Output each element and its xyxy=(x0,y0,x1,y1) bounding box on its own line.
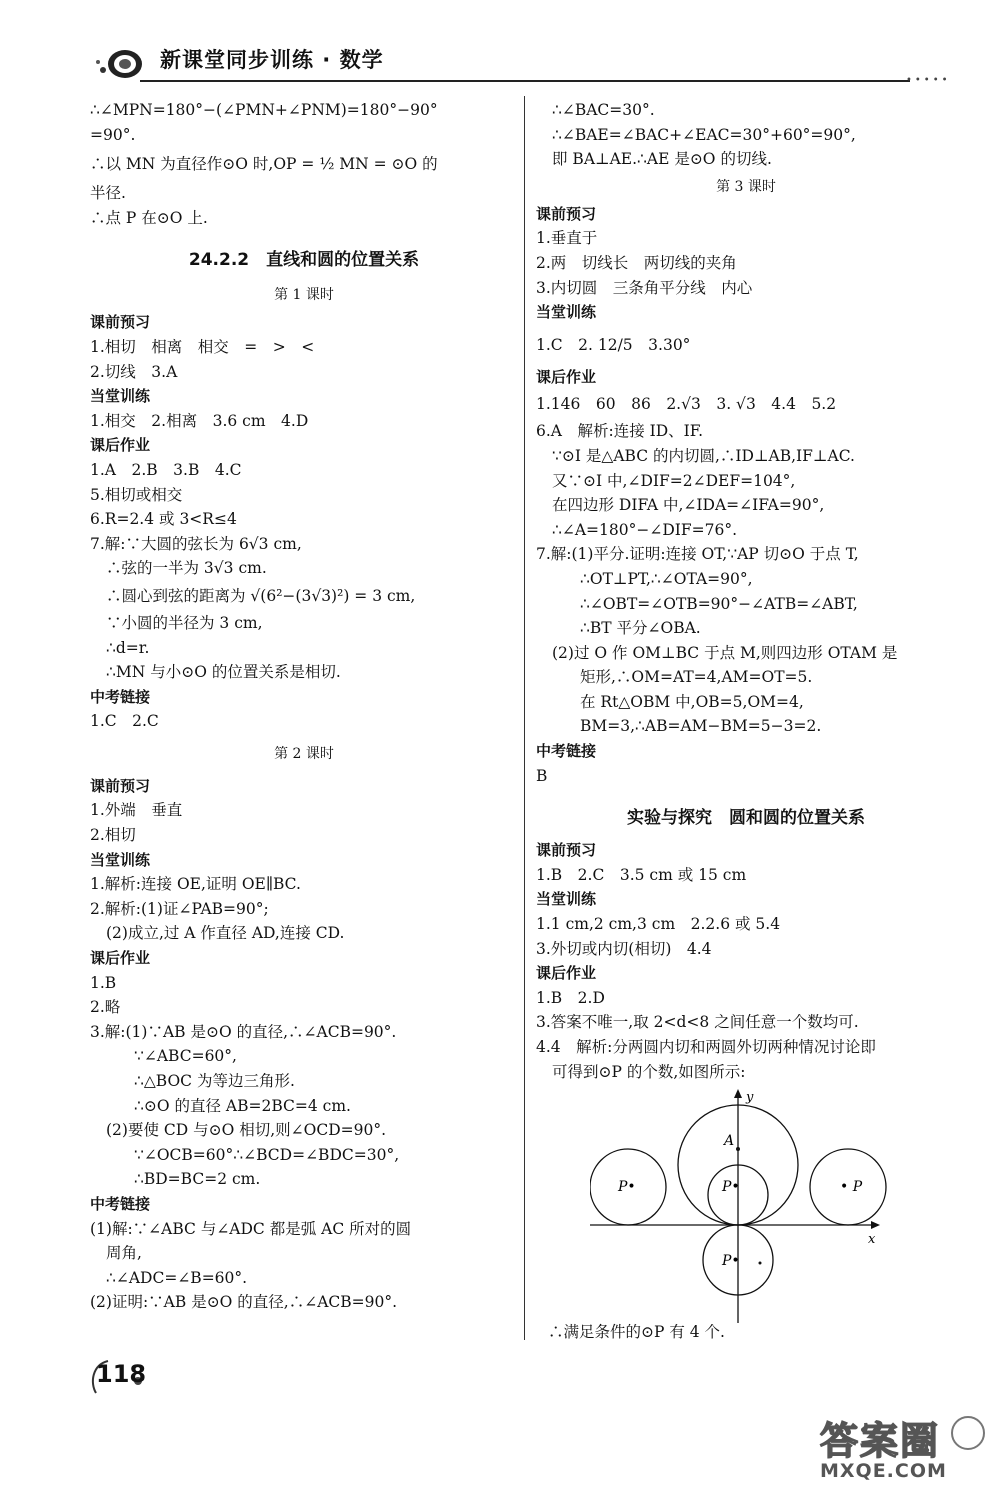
lesson-title: 第 1 课时 xyxy=(274,287,334,304)
answer-line: (2)过 O 作 OM⊥BC 于点 M,则四边形 OTAM 是 xyxy=(552,643,898,662)
answer-line: 在 Rt△OBM 中,OB=5,OM=4, xyxy=(580,692,804,711)
answer-line: 6.A 解析:连接 ID、IF. xyxy=(536,422,704,441)
answer-line: 1.外端 垂直 xyxy=(90,801,183,820)
answer-line: 1.C 2. 12/5 3.30° xyxy=(536,335,691,354)
answer-line: 7.解:(1)平分.证明:连接 OT,∵AP 切⊙O 于点 T, xyxy=(536,545,859,564)
answer-line: 2.切线 3.A xyxy=(90,362,178,381)
answer-line: ∴△BOC 为等边三角形. xyxy=(134,1072,295,1090)
watermark-url: MXQE.COM xyxy=(820,1460,947,1482)
answer-line: 可得到⊙P 的个数,如图所示: xyxy=(552,1062,746,1081)
page-number: 118 xyxy=(96,1360,147,1388)
answer-line: ∵小圆的半径为 3 cm, xyxy=(106,613,263,632)
x-axis-arrow-icon xyxy=(871,1221,880,1229)
answer-line: 3.内切圆 三条角平分线 内心 xyxy=(536,278,753,297)
section-heading: 课前预习 xyxy=(90,776,151,795)
answer-line: 矩形,∴OM=AT=4,AM=OT=5. xyxy=(580,668,813,687)
center-p-label: P• xyxy=(722,1179,740,1195)
answer-line: 1.B 2.C 3.5 cm 或 15 cm xyxy=(536,865,747,884)
bottom-dot xyxy=(759,1262,762,1265)
answer-line: 1.A 2.B 3.B 4.C xyxy=(90,460,242,479)
text-line: ∴点 P 在⊙O 上. xyxy=(90,208,208,227)
point-a-label: A xyxy=(724,1133,735,1149)
answer-line: ∴∠ADC=∠B=60°. xyxy=(106,1268,248,1287)
bottom-p-label: P• xyxy=(722,1253,740,1269)
answer-line: ∵∠OCB=60°∴∠BCD=∠BDC=30°, xyxy=(134,1145,400,1164)
answer-line: 在四边形 DIFA 中,∠IDA=∠IFA=90°, xyxy=(552,496,825,515)
answer-line: 1.垂直于 xyxy=(536,229,598,248)
header-title: 新课堂同步训练 · 数学 xyxy=(160,48,384,72)
answer-line: 7.解:∵大圆的弦长为 6√3 cm, xyxy=(90,534,302,553)
text-line: =90°. xyxy=(90,125,136,144)
figure-conclusion: ∴满足条件的⊙P 有 4 个. xyxy=(548,1323,725,1341)
answer-line: 又∵⊙I 中,∠DIF=2∠DEF=104°, xyxy=(552,471,796,490)
text-line: ∴∠MPN=180°−(∠PMN+∠PNM)=180°−90° xyxy=(90,101,438,119)
section-heading: 课后作业 xyxy=(536,964,597,983)
answer-line: 2.相切 xyxy=(90,826,136,845)
lesson-title: 第 2 课时 xyxy=(274,745,334,762)
answer-line: 1.解析:连接 OE,证明 OE∥BC. xyxy=(90,875,301,894)
answer-line: 3.解:(1)∵AB 是⊙O 的直径,∴∠ACB=90°. xyxy=(90,1022,397,1041)
section-heading: 当堂训练 xyxy=(536,303,597,322)
section-heading: 课前预习 xyxy=(536,204,597,223)
answer-line: 3.外切或内切(相切) 4.4 xyxy=(536,939,712,958)
answer-line: (2)证明:∵AB 是⊙O 的直径,∴∠ACB=90°. xyxy=(90,1293,398,1312)
text-line: 半径. xyxy=(90,184,126,203)
left-column xyxy=(90,98,518,1315)
lesson-title: 第 3 课时 xyxy=(716,178,776,195)
answer-line: ∴∠BAE=∠BAC+∠EAC=30°+60°=90°, xyxy=(552,125,856,144)
watermark-text: 答案圈 xyxy=(820,1419,941,1463)
section-heading: 中考链接 xyxy=(536,742,597,761)
section-heading: 课前预习 xyxy=(90,313,151,332)
answer-line: (1)解:∵∠ABC 与∠ADC 都是弧 AC 所对的圆 xyxy=(90,1219,412,1238)
section-heading: 课后作业 xyxy=(536,367,597,386)
text-line: ∴以 MN 为直径作⊙O 时,OP = ½ MN = ⊙O 的 xyxy=(90,155,438,174)
answer-line: BM=3,∴AB=AM−BM=5−3=2. xyxy=(580,717,822,736)
answer-line: 1.146 60 86 2.√3 3. √3 4.4 5.2 xyxy=(536,395,837,414)
answer-line: (2)成立,过 A 作直径 AD,连接 CD. xyxy=(106,924,345,943)
answer-line: 3.答案不唯一,取 2<d<8 之间任意一个数均可. xyxy=(536,1013,859,1032)
page-header xyxy=(0,0,1000,100)
section-heading: 课后作业 xyxy=(90,436,151,455)
answer-line: ∴∠OBT=∠OTB=90°−∠ATB=∠ABT, xyxy=(580,594,858,613)
answer-line: 5.相切或相交 xyxy=(90,485,183,504)
answer-line: 即 BA⊥AE.∴AE 是⊙O 的切线. xyxy=(552,150,772,169)
answer-line: 2.略 xyxy=(90,998,121,1017)
answer-line: 4.4 解析:分两圆内切和两圆外切两种情况讨论即 xyxy=(536,1038,876,1056)
section-heading: 课前预习 xyxy=(536,841,597,860)
left-p-label: P• xyxy=(618,1179,636,1195)
section-title: 实验与探究 圆和圆的位置关系 xyxy=(627,808,865,829)
answer-line: ∵⊙I 是△ABC 的内切圆,∴ID⊥AB,IF⊥AC. xyxy=(552,446,855,465)
answer-line: 1.B xyxy=(90,973,117,992)
answer-line: B xyxy=(536,766,548,785)
answer-line: 1.相切 相离 相交 = > < xyxy=(90,337,315,356)
answer-line: 1.相交 2.相离 3.6 cm 4.D xyxy=(90,411,309,430)
section-title: 24.2.2 直线和圆的位置关系 xyxy=(188,250,420,271)
answer-line: 2.解析:(1)证∠PAB=90°; xyxy=(90,899,269,918)
y-axis-arrow-icon xyxy=(734,1089,742,1098)
answer-line: 1.1 cm,2 cm,3 cm 2.2.6 或 5.4 xyxy=(536,915,781,934)
answer-line: ∴MN 与小⊙O 的位置关系是相切. xyxy=(106,663,341,682)
answer-line: ∴OT⊥PT,∴∠OTA=90°, xyxy=(580,569,753,588)
book-logo-icon xyxy=(95,40,145,82)
answer-line: ∴BT 平分∠OBA. xyxy=(580,619,701,638)
answer-line: ∴∠BAC=30°. xyxy=(552,101,655,119)
answer-line: (2)要使 CD 与⊙O 相切,则∠OCD=90°. xyxy=(106,1121,387,1140)
x-axis-label: x xyxy=(868,1232,876,1247)
answer-line: 1.C 2.C xyxy=(90,712,159,731)
point-a xyxy=(736,1147,740,1151)
right-column xyxy=(536,98,956,1084)
section-heading: 当堂训练 xyxy=(90,850,151,869)
y-axis-label: y xyxy=(746,1090,754,1105)
column-divider xyxy=(524,96,525,1340)
section-heading: 当堂训练 xyxy=(90,387,151,406)
answer-line: ∴BD=BC=2 cm. xyxy=(134,1170,261,1189)
answer-line: 1.B 2.D xyxy=(536,988,605,1007)
circles-figure xyxy=(590,1085,890,1325)
answer-line: 6.R=2.4 或 3<R≤4 xyxy=(90,510,237,529)
answer-line: ∴⊙O 的直径 AB=2BC=4 cm. xyxy=(134,1096,351,1115)
right-p-label: • P xyxy=(840,1179,863,1195)
answer-line: ∵∠ABC=60°, xyxy=(134,1047,237,1066)
section-heading: 当堂训练 xyxy=(536,890,597,909)
header-dots: ••••• xyxy=(906,75,951,86)
answer-line: ∴∠A=180°−∠DIF=76°. xyxy=(552,520,738,539)
answer-line: ∴d=r. xyxy=(106,638,150,657)
section-heading: 中考链接 xyxy=(90,1194,151,1213)
answer-line: ∴圆心到弦的距离为 √(6²−(3√3)²) = 3 cm, xyxy=(106,586,416,605)
section-heading: 课后作业 xyxy=(90,949,151,968)
answer-line: 周角, xyxy=(106,1244,142,1263)
header-rule xyxy=(140,80,910,82)
answer-line: ∴弦的一半为 3√3 cm. xyxy=(106,559,267,578)
answer-line: 2.两 切线长 两切线的夹角 xyxy=(536,253,737,272)
section-heading: 中考链接 xyxy=(90,687,151,706)
